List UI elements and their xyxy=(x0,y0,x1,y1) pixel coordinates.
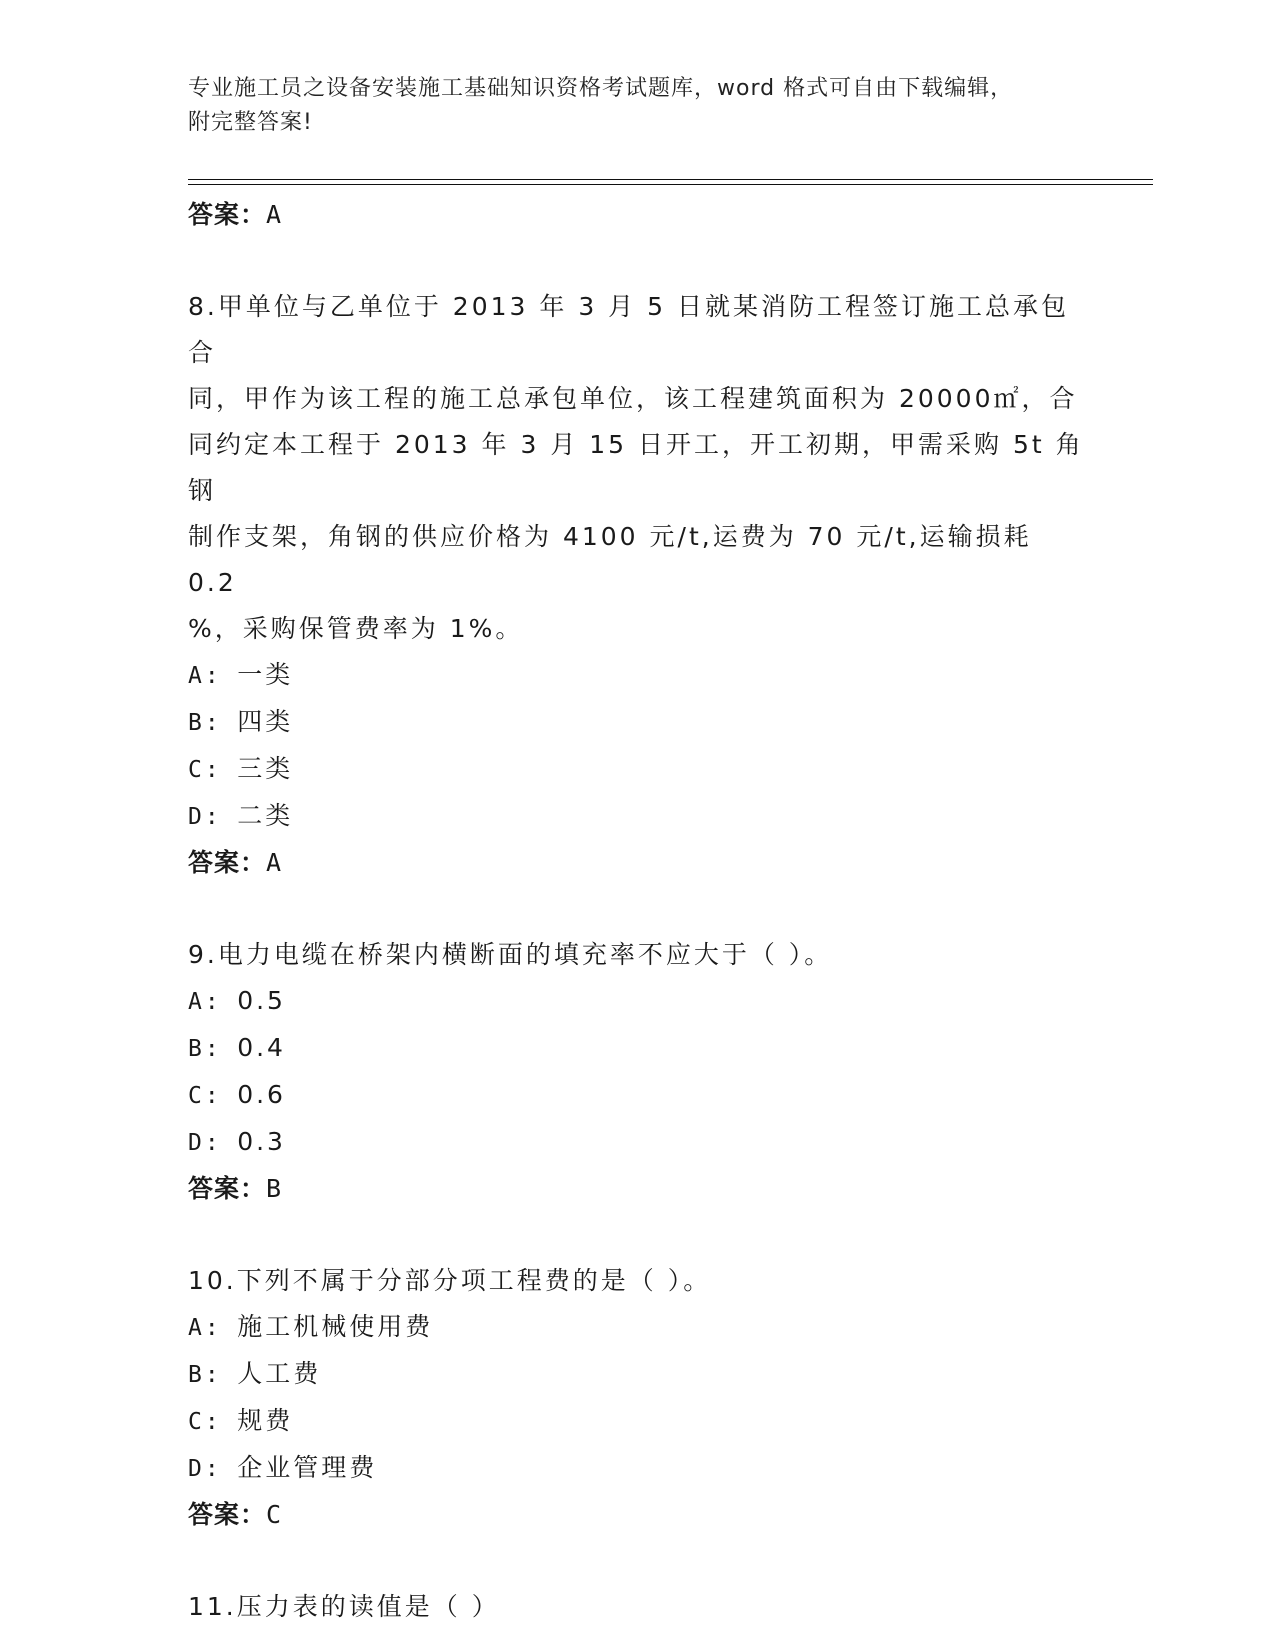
option-key: C: xyxy=(188,1409,222,1435)
answer-option xyxy=(188,1398,1088,1445)
answer-option xyxy=(188,1119,1088,1166)
header-rule-top xyxy=(188,179,1153,180)
question-stem-line: 同约定本工程于 2013 年 3 月 15 日开工，开工初期，甲需采购 5t 角钢 xyxy=(188,430,1084,505)
answer-line xyxy=(188,1492,1088,1538)
option-key: A: xyxy=(188,1315,222,1341)
option-text: 0.3 xyxy=(237,1127,286,1156)
option-key: A: xyxy=(188,989,222,1015)
option-text: 施工机械使用费 xyxy=(237,1312,434,1341)
option-text: 四类 xyxy=(237,707,294,736)
document-header xyxy=(188,72,1088,140)
option-key: C: xyxy=(188,757,222,783)
answer-option xyxy=(188,793,1088,840)
answer-option xyxy=(188,652,1088,699)
option-text: 0.5 xyxy=(237,986,286,1015)
answer-value: A xyxy=(266,200,283,229)
answer-option xyxy=(188,1025,1088,1072)
header-line-2: 附完整答案! xyxy=(188,110,313,135)
answer-label: 答案： xyxy=(188,1174,267,1203)
option-key: A: xyxy=(188,663,222,689)
option-text: 二类 xyxy=(237,801,294,830)
answer-option xyxy=(188,1445,1088,1492)
question-stem-line: 10.下列不属于分部分项工程费的是（ ）。 xyxy=(188,1266,712,1295)
answer-option xyxy=(188,1072,1088,1119)
answer-option xyxy=(188,699,1088,746)
answer-option xyxy=(188,746,1088,793)
header-line-1: 专业施工员之设备安装施工基础知识资格考试题库，word 格式可自由下载编辑， xyxy=(188,76,1014,101)
question-stem-line: 制作支架，角钢的供应价格为 4100 元/t,运费为 70 元/t,运输损耗 0.2 xyxy=(188,522,1032,597)
answer-option xyxy=(188,1304,1088,1351)
question-block xyxy=(188,932,1088,1212)
question-block xyxy=(188,1584,1088,1630)
question-stem-line: 同，甲作为该工程的施工总承包单位，该工程建筑面积为 20000㎡，合 xyxy=(188,384,1078,413)
option-key: D: xyxy=(188,1130,222,1156)
answer-line xyxy=(188,1166,1088,1212)
option-key: B: xyxy=(188,1036,222,1062)
question-block xyxy=(188,284,1088,886)
option-text: 企业管理费 xyxy=(237,1453,378,1482)
option-key: B: xyxy=(188,1362,222,1388)
answer-value: C xyxy=(266,1500,283,1529)
header-rule-bottom xyxy=(188,184,1153,185)
option-key: B: xyxy=(188,710,222,736)
question-stem-line: 9.电力电缆在桥架内横断面的填充率不应大于（ ）。 xyxy=(188,940,833,969)
answer-option xyxy=(188,1351,1088,1398)
option-text: 人工费 xyxy=(237,1359,322,1388)
question-block xyxy=(188,1258,1088,1538)
answer-value: B xyxy=(266,1174,283,1203)
answer-value: A xyxy=(266,848,283,877)
option-key: D: xyxy=(188,804,222,830)
question-list xyxy=(188,192,1088,1630)
answer-label: 答案： xyxy=(188,1500,267,1529)
question-stem-line: %，采购保管费率为 1%。 xyxy=(188,614,524,643)
question-stem-line: 8.甲单位与乙单位于 2013 年 3 月 5 日就某消防工程签订施工总承包合 xyxy=(188,292,1069,367)
answer-option xyxy=(188,978,1088,1025)
question-stem-line: 11.压力表的读值是（ ） xyxy=(188,1592,500,1621)
answer-line xyxy=(188,840,1088,886)
option-text: 0.6 xyxy=(237,1080,286,1109)
option-text: 0.4 xyxy=(237,1033,286,1062)
answer-label: 答案： xyxy=(188,200,267,229)
option-text: 一类 xyxy=(237,660,294,689)
answer-label: 答案： xyxy=(188,848,267,877)
answer-line xyxy=(188,192,1088,238)
option-text: 三类 xyxy=(237,754,294,783)
option-key: C: xyxy=(188,1083,222,1109)
option-key: D: xyxy=(188,1456,222,1482)
option-text: 规费 xyxy=(237,1406,294,1435)
